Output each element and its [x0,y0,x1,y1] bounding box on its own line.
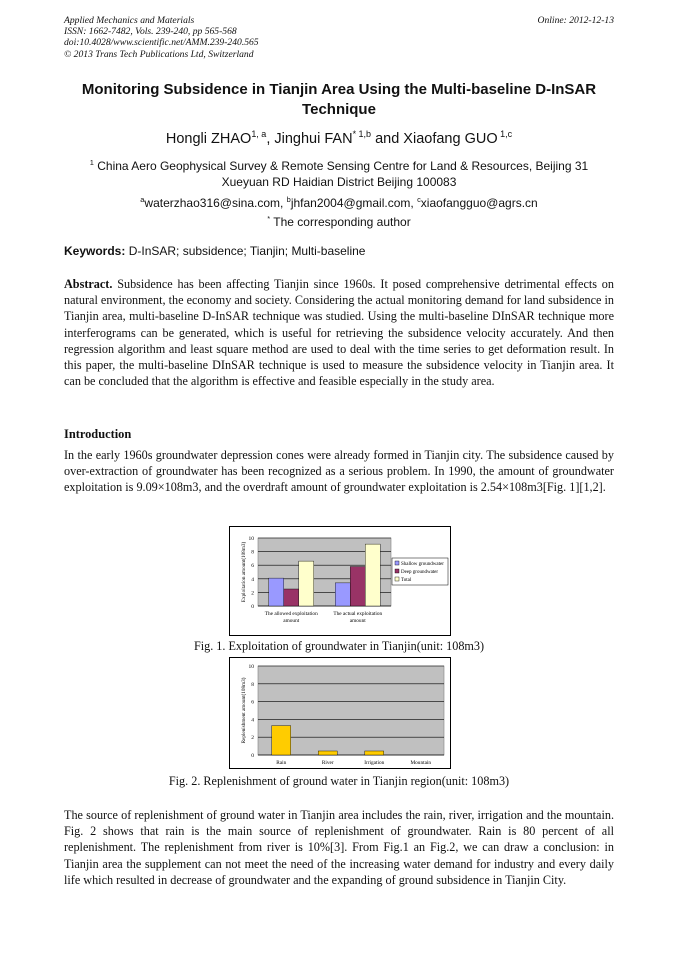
author-1-sup: 1, a [251,129,267,139]
email-a[interactable]: waterzhao316@sina.com, [144,196,287,210]
paper-title: Monitoring Subsidence in Tianjin Area Using the Multi-baseline D-InSAR Technique [81,81,597,118]
x-tick-label: The actual exploitation [333,611,383,617]
email-b-sup: b [286,195,291,204]
journal-header [64,15,614,60]
x-tick-label: River [321,760,334,766]
author-2: Jinghui FAN [274,130,353,147]
y-tick-label: 4 [251,717,254,724]
y-tick-label: 6 [251,699,254,706]
y-tick-label: 10 [248,664,254,670]
bar [350,567,365,606]
figure-2-caption: Fig. 2. Replenishment of ground water in Tianjin region(unit: 108m3) [168,774,510,788]
author-list [40,129,638,147]
keywords-text: D-InSAR; subsidence; Tianjin; Multi-baseline [125,244,366,258]
author-1: Hongli ZHAO [165,130,252,147]
figure-2-chart [230,658,450,768]
introduction-paragraph-2: The source of replenishment of ground water in Tianjin area includes the rain, river, irrigation and the mountain. Fig. 2 shows that rain is the main source of replenishment of groundwater. Rain is 80 percent of all replenishment. The replenishment from river is 10%[3]. From Fig.1 an Fig.2, we can draw a conclusion: in Tianjin area the supplement can not meet the need of the increasing water demand for industry and every daily life which resulted in decrease of groundwater and the expanding of ground subsidence in Tianjin City. [64,808,614,887]
legend-swatch [395,577,399,581]
abstract-label: Abstract. [64,277,113,291]
x-tick-label: amount [283,618,300,624]
y-tick-label: 4 [251,576,254,583]
email-c-sup: c [417,195,421,204]
online-date: Online: 2012-12-13 [537,15,614,26]
legend-label: Shallow groundwater [401,562,444,567]
author-3: Xiaofang GUO [403,130,498,147]
bar [335,583,350,606]
email-b[interactable]: jhfan2004@gmail.com, [290,196,418,210]
bar [269,578,284,606]
y-tick-label: 0 [251,753,254,759]
keywords-label: Keywords: [64,244,126,258]
journal-issn: ISSN: 1662-7482, Vols. 239-240, pp 565-568 [64,26,237,38]
bar [272,726,291,755]
bar [365,751,384,755]
x-tick-label: The allowed exploitation [264,611,318,617]
author-separator: , [266,130,275,147]
author-separator: and [371,130,404,147]
journal-doi[interactable]: doi:10.4028/www.scientific.net/AMM.239-240.565 [64,37,259,49]
journal-name: Applied Mechanics and Materials [64,15,195,26]
email-list [70,192,608,230]
bar [299,561,314,606]
x-tick-label: Irrigation [364,760,385,766]
figure-1-caption: Fig. 1. Exploitation of groundwater in Tianjin(unit: 108m3) [193,639,485,653]
y-tick-label: 10 [248,536,254,542]
legend-swatch [395,561,399,565]
figure-2 [229,657,451,769]
journal-copyright: © 2013 Trans Tech Publications Ltd, Switzerland [64,48,254,60]
y-axis-label: Exploitation amount(108m3) [241,541,247,603]
affiliation-line-1: China Aero Geophysical Survey & Remote Sensing Centre for Land & Resources, Beijing 31 [93,159,589,173]
x-tick-label: amount [349,618,366,624]
abstract-text: Subsidence has been affecting Tianjin since 1960s. It posed comprehensive detrimental effects on natural environment, the economy and society. Considering the actual monitoring demand for land subsidence in Tianjin area, multi-baseline D-InSAR technique was studied. Using the multi-baseline DInSAR technique more interferograms can be generated, which is useful for retrieving the subsidence velocity accurately. And then regression algorithm and least square method are used to deal with the time series to get deformation result. In this paper, the multi-baseline DInSAR technique is used to measure the subsidence velocity in Tianjin area. It can be concluded that the algorithm is effective and feasible especially in the study area. [64,277,614,389]
abstract [64,276,614,389]
author-2-sup: * 1,b [352,129,372,139]
bar [365,544,380,606]
affiliation-sup: 1 [89,158,94,167]
corresponding-author-note: The corresponding author [270,215,411,229]
legend-label: Deep groundwater [401,570,439,575]
corresponding-star: * [267,214,271,223]
introduction-heading: Introduction [64,427,132,441]
bar [318,751,337,755]
email-c[interactable]: xiaofangguo@agrs.cn [420,196,538,210]
x-tick-label: Rain [276,760,287,766]
y-tick-label: 0 [251,604,254,610]
figure-1 [229,526,451,636]
y-tick-label: 8 [251,681,254,688]
y-tick-label: 2 [251,590,254,597]
y-tick-label: 8 [251,549,254,556]
email-a-sup: a [140,195,145,204]
bar [284,589,299,606]
introduction-paragraph-1: In the early 1960s groundwater depression cones were already formed in Tianjin city. The subsidence caused by over-extraction of groundwater has been recognized as a serious problem. In 1990, the amount of groundwater exploitation is 9.09×108m3, and the overdraft amount of groundwater exploitation is 2.54×108m3[Fig. 1][1,2]. [64,448,614,495]
y-tick-label: 2 [251,735,254,742]
y-tick-label: 6 [251,563,254,570]
legend-swatch [395,569,399,573]
x-tick-label: Mountain [410,760,432,766]
figure-1-chart [230,527,450,635]
y-axis-label: Replenishment amount(108m3) [241,677,247,744]
legend-label: Total [401,578,412,583]
affiliation [70,155,608,190]
affiliation-line-2: Xueyuan RD Haidian District Beijing 100083 [221,175,457,189]
keywords [64,244,365,258]
author-3-sup: 1,c [497,129,513,139]
